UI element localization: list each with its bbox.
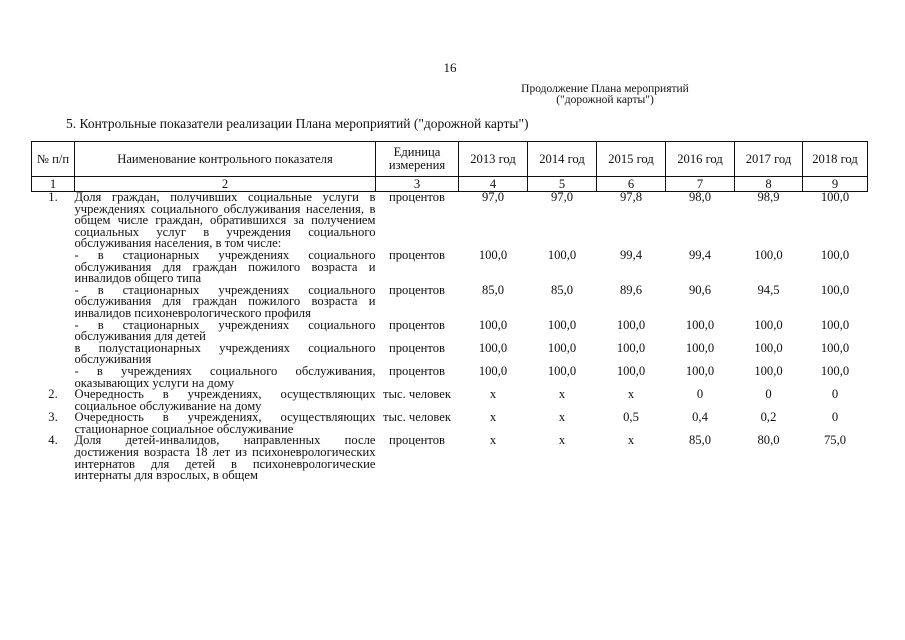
header-row	[32, 142, 868, 177]
value-2013: 100,0	[478, 340, 508, 355]
unit-cell: процентов	[389, 340, 445, 355]
value-2013: 100,0	[478, 363, 508, 378]
unit-cell: процентов	[389, 247, 445, 262]
table-row	[32, 412, 868, 435]
header-year-2013: 2013 год	[459, 142, 528, 177]
table-body	[32, 192, 868, 482]
column-number: 8	[735, 177, 803, 192]
table-row	[32, 366, 868, 389]
row-number	[32, 285, 75, 320]
row-number: 3.	[48, 410, 58, 425]
value-2015: х	[627, 387, 635, 402]
value-2015: х	[627, 433, 635, 448]
indicators-table	[31, 141, 868, 482]
row-number	[32, 320, 75, 343]
page-number: 16	[443, 60, 457, 75]
indicator-name: Доля граждан, получивших социальные услуги в учреждениях социального обслуживания населения, в общем числе граждан, обратившихся за получением социальных услуг в учреждения социального обслуживания населения, в том числе:	[74, 190, 376, 251]
value-2014: 100,0	[547, 340, 577, 355]
value-2014: 85,0	[550, 282, 574, 297]
value-2018: 75,0	[823, 433, 847, 448]
row-number: 1.	[48, 190, 58, 204]
indicator-name: Доля детей-инвалидов, направленных после достижения возраста 18 лет из психоневрологических интернатов для детей в психоневрологические интернаты для взрослых, в общем	[74, 433, 376, 483]
table-row	[32, 343, 868, 366]
value-2014: 100,0	[547, 247, 577, 262]
unit-cell: процентов	[389, 433, 445, 448]
indicator-name: Очередность в учреждениях, осуществляющих стационарное социальное обслуживание	[74, 410, 376, 436]
value-2016: 85,0	[688, 433, 712, 448]
value-2013: 85,0	[481, 282, 505, 297]
value-2016: 100,0	[685, 317, 715, 332]
unit-cell: процентов	[389, 363, 445, 378]
unit-cell: процентов	[389, 190, 445, 204]
value-2015: 89,6	[619, 282, 643, 297]
value-2017: 100,0	[754, 247, 783, 262]
table-row	[32, 435, 868, 481]
indicator-name: в полустационарных учреждениях социального обслуживания	[74, 340, 376, 367]
header-year-2018: 2018 год	[803, 142, 868, 177]
value-2014: 100,0	[547, 363, 577, 378]
header-year-2014: 2014 год	[528, 142, 597, 177]
header-year-2015: 2015 год	[597, 142, 666, 177]
indicator-name: Очередность в учреждениях, осуществляющих социальное обслуживание на дому	[74, 387, 376, 413]
value-2015: 100,0	[616, 340, 646, 355]
indicator-name: - в учреждениях социального обслуживания, оказывающих услуги на дому	[74, 363, 376, 390]
column-number: 7	[666, 177, 735, 192]
value-2017: 100,0	[754, 317, 783, 332]
header-year-2016: 2016 год	[666, 142, 735, 177]
value-2013: 97,0	[481, 190, 505, 204]
row-number: 2.	[48, 387, 58, 402]
column-number: 4	[459, 177, 528, 192]
unit-cell: процентов	[389, 282, 445, 297]
value-2014: х	[558, 410, 566, 425]
value-2016: 99,4	[688, 247, 712, 262]
unit-cell: тыс. человек	[383, 387, 451, 402]
value-2014: х	[558, 387, 566, 402]
table-row	[32, 285, 868, 320]
header-num: № п/п	[32, 142, 75, 177]
value-2018: 0	[831, 387, 839, 402]
value-2018: 100,0	[820, 363, 850, 378]
value-2015: 99,4	[619, 247, 643, 262]
value-2017: 0	[765, 387, 772, 402]
table-header	[32, 142, 868, 192]
table-row	[32, 192, 868, 250]
value-2017: 0,2	[760, 410, 777, 425]
value-2016: 100,0	[685, 340, 715, 355]
value-2018: 100,0	[820, 317, 850, 332]
value-2014: 97,0	[550, 190, 574, 204]
value-2018: 0	[831, 410, 839, 425]
header-year-2017: 2017 год	[735, 142, 803, 177]
column-number: 6	[597, 177, 666, 192]
indicator-name: - в стационарных учреждениях социального обслуживания для детей	[74, 317, 376, 344]
value-2015: 100,0	[616, 363, 646, 378]
value-2016: 100,0	[685, 363, 715, 378]
value-2014: х	[558, 433, 566, 448]
value-2018: 100,0	[820, 190, 850, 204]
value-2013: х	[489, 410, 497, 425]
table-row	[32, 250, 868, 285]
table-row	[32, 320, 868, 343]
value-2013: х	[489, 387, 497, 402]
column-number: 2	[75, 177, 376, 192]
value-2017: 98,9	[757, 190, 780, 204]
continuation-note	[500, 84, 710, 106]
column-number: 1	[32, 177, 75, 192]
value-2017: 100,0	[754, 363, 783, 378]
section-title: 5. Контрольные показатели реализации Плана мероприятий ("дорожной карты")	[66, 116, 529, 131]
header-name: Наименование контрольного показателя	[75, 142, 376, 177]
column-number: 3	[376, 177, 459, 192]
row-number	[32, 366, 75, 389]
continuation-line-1: Продолжение Плана мероприятий	[521, 83, 689, 95]
value-2013: 100,0	[478, 317, 508, 332]
column-number: 9	[803, 177, 868, 192]
row-number	[32, 250, 75, 285]
value-2018: 100,0	[820, 340, 850, 355]
value-2016: 90,6	[688, 282, 712, 297]
unit-cell: процентов	[389, 317, 445, 332]
value-2017: 100,0	[754, 340, 783, 355]
column-number: 5	[528, 177, 597, 192]
header-unit: Единица измерения	[376, 142, 459, 177]
indicator-name: - в стационарных учреждениях социального обслуживания для граждан пожилого возраста и инвалидов психоневрологического профиля	[74, 282, 376, 320]
value-2016: 0,4	[692, 410, 708, 425]
value-2013: 100,0	[478, 247, 508, 262]
row-number	[32, 343, 75, 366]
unit-cell: тыс. человек	[383, 410, 451, 425]
value-2013: х	[489, 433, 497, 448]
value-2015: 97,8	[619, 190, 643, 204]
value-2018: 100,0	[820, 282, 850, 297]
value-2017: 80,0	[757, 433, 780, 448]
continuation-line-2: ("дорожной карты")	[556, 94, 654, 106]
value-2017: 94,5	[757, 282, 780, 297]
value-2014: 100,0	[547, 317, 577, 332]
value-2016: 0	[696, 387, 704, 402]
value-2016: 98,0	[688, 190, 712, 204]
indicator-name: - в стационарных учреждениях социального обслуживания для граждан пожилого возраста и инвалидов общего типа	[74, 247, 376, 286]
value-2018: 100,0	[820, 247, 850, 262]
value-2015: 100,0	[616, 317, 646, 332]
row-number: 4.	[48, 433, 58, 448]
table-row	[32, 389, 868, 412]
value-2015: 0,5	[623, 410, 639, 425]
